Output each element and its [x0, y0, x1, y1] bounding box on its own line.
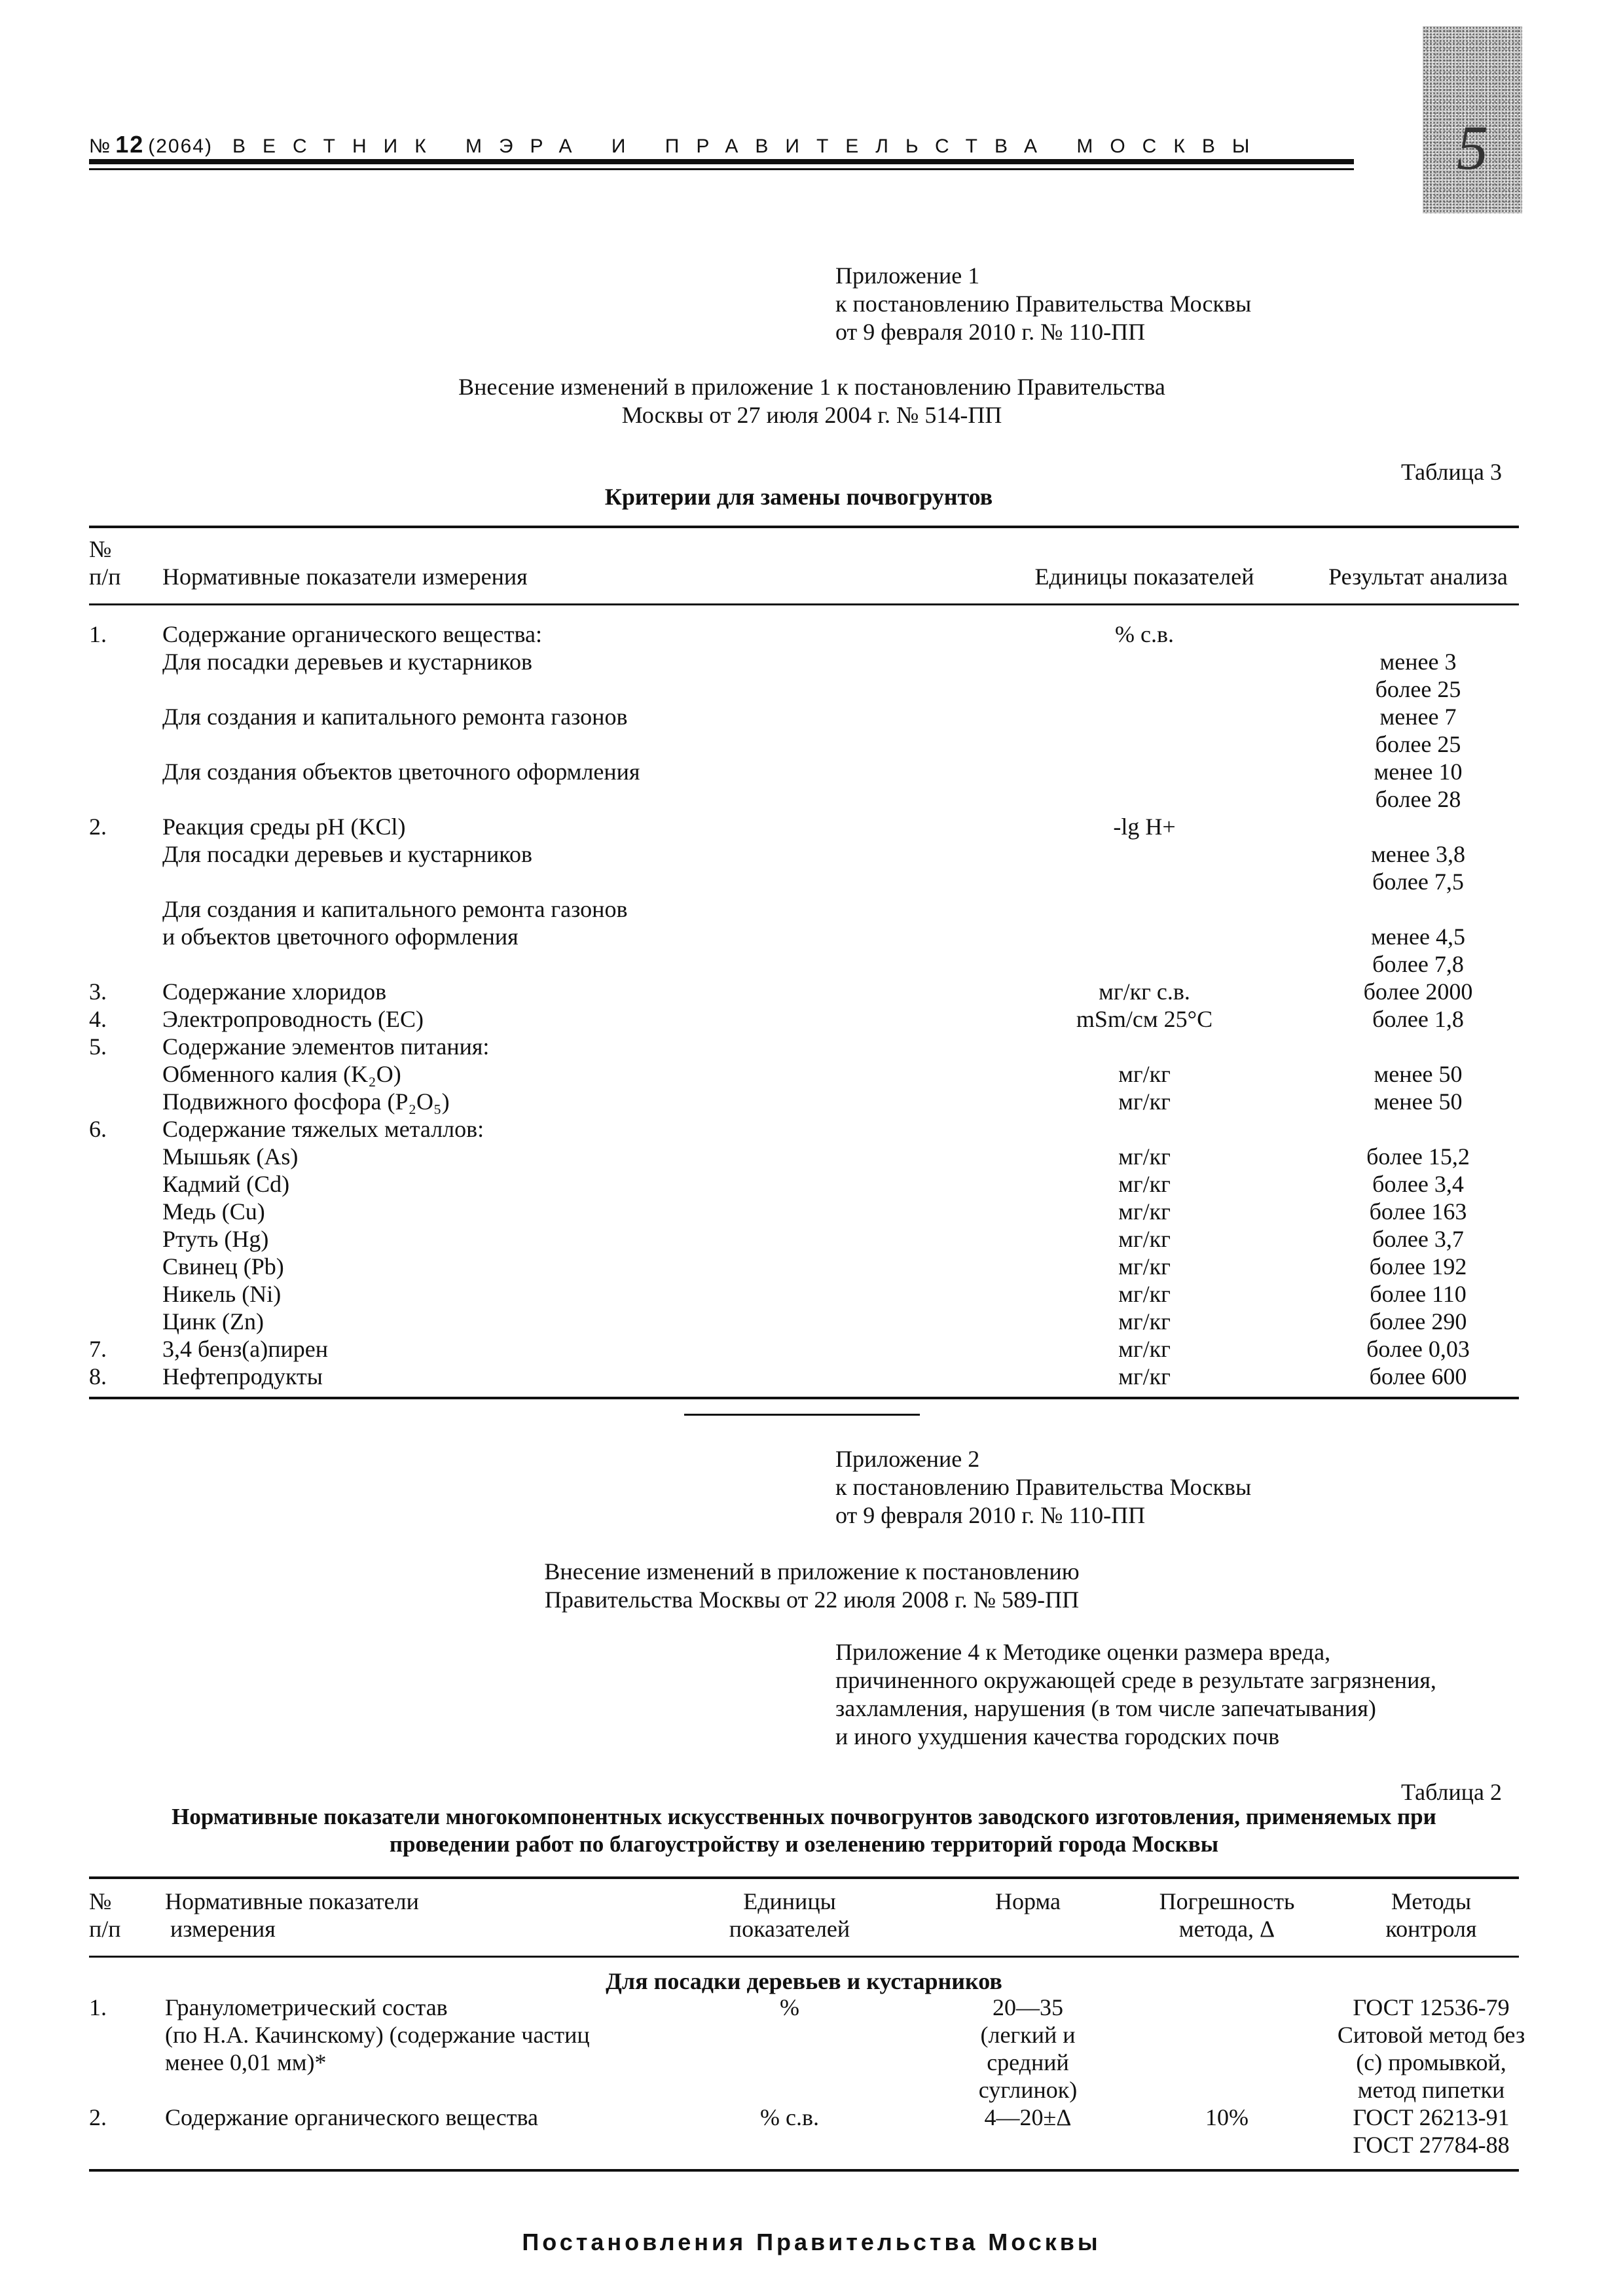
table-cell: Подвижного фосфора (P₂O₅) — [162, 1088, 450, 1115]
table-row — [89, 2131, 1519, 2159]
table-row — [89, 1088, 1519, 1115]
table-row — [89, 2049, 1519, 2076]
table-cell: Для создания и капитального ремонта газонов — [162, 896, 628, 922]
table-cell: Кадмий (Cd) — [162, 1171, 290, 1197]
table-row — [89, 1143, 1519, 1170]
table3-title: Критерии для замены почвогрунтов — [604, 484, 993, 510]
table-row — [89, 923, 1519, 950]
table-row — [89, 950, 1519, 978]
table2-header-rule — [89, 1956, 1519, 1958]
table-cell: ГОСТ 26213-91 — [1353, 2104, 1510, 2130]
table-row — [89, 675, 1519, 703]
table-cell: (с) промывкой, — [1356, 2049, 1506, 2075]
table-row — [89, 840, 1519, 868]
table-cell: более 0,03 — [1366, 1336, 1470, 1362]
table-cell: 5. — [89, 1033, 107, 1060]
appendix1-intro-line: Москвы от 27 июля 2004 г. № 514-ПП — [621, 402, 1002, 428]
appendix2-intro-line: Внесение изменений в приложение к постановлению — [544, 1558, 1080, 1585]
table-cell: 3,4 бенз(а)пирен — [162, 1336, 329, 1362]
table-row — [89, 1363, 1519, 1390]
col-num-bottom: п/п — [89, 564, 121, 590]
table-cell: Содержание тяжелых металлов: — [162, 1116, 484, 1142]
appendix1-intro-line: Внесение изменений в приложение 1 к постановлению Правительства — [458, 374, 1165, 400]
journal-header — [89, 131, 1266, 158]
table-cell: более 25 — [1375, 731, 1461, 757]
table-cell: 2. — [89, 814, 107, 840]
table-cell: 8. — [89, 1363, 107, 1390]
table-cell: 1. — [89, 621, 107, 647]
table-row — [89, 620, 1519, 648]
table2-body — [89, 1994, 1525, 2164]
sub-appendix-line: и иного ухудшения качества городских почв — [835, 1723, 1280, 1749]
table-cell: средний — [987, 2049, 1069, 2075]
table3-bottom-rule — [89, 1397, 1519, 1399]
table-row — [89, 868, 1519, 895]
table-cell: более 25 — [1375, 676, 1461, 702]
col-methods-header-2: контроля — [1385, 1916, 1477, 1942]
table-cell: % — [780, 1994, 799, 2020]
table-cell: -lg H+ — [1113, 814, 1176, 840]
table-row — [89, 758, 1519, 785]
table-cell: % с.в. — [760, 2104, 819, 2130]
table-row — [89, 2076, 1519, 2104]
col-name-header-2: измерения — [170, 1916, 276, 1942]
table3-body — [89, 620, 1519, 1393]
table-cell: менее 7 — [1379, 704, 1457, 730]
col-num-top: № — [89, 536, 112, 562]
table-cell: (по Н.А. Качинскому) (содержание частиц — [165, 2022, 590, 2048]
table-row — [89, 648, 1519, 675]
table-cell: более 3,7 — [1372, 1226, 1464, 1252]
col-unit-header: Единицы — [743, 1888, 836, 1914]
table2-section-title: Для посадки деревьев и кустарников — [606, 1968, 1002, 1994]
table-row — [89, 813, 1519, 840]
table-row — [89, 1280, 1519, 1308]
col-norm-header: Норма — [995, 1888, 1061, 1914]
table-cell: Для посадки деревьев и кустарников — [162, 649, 532, 675]
table-cell: менее 3,8 — [1371, 841, 1465, 867]
sub-appendix-line: захламления, нарушения (в том числе запечатывания) — [835, 1695, 1376, 1721]
page-footer: Постановления Правительства Москвы — [522, 2229, 1101, 2255]
table-cell: 4. — [89, 1006, 107, 1032]
appendix1-line: от 9 февраля 2010 г. № 110-ПП — [835, 319, 1146, 345]
table-row — [89, 1060, 1519, 1088]
table-row — [89, 1335, 1519, 1363]
table-cell: менее 0,01 мм)* — [165, 2049, 327, 2075]
table-cell: Цинк (Zn) — [162, 1308, 264, 1335]
table-cell: Содержание элементов питания: — [162, 1033, 490, 1060]
table-cell: метод пипетки — [1357, 2077, 1505, 2103]
table-row — [89, 730, 1519, 758]
table-cell: ГОСТ 27784-88 — [1353, 2132, 1510, 2158]
appendix2-line: Приложение 2 — [835, 1446, 980, 1472]
col-unit-header-2: показателей — [729, 1916, 850, 1942]
table-cell: 10% — [1205, 2104, 1249, 2130]
table-cell: Ртуть (Hg) — [162, 1226, 269, 1252]
table-cell: более 3,4 — [1372, 1171, 1464, 1197]
table-cell: Обменного калия (K₂O) — [162, 1061, 401, 1087]
col-name-header: Нормативные показатели измерения — [162, 564, 528, 590]
table-cell: Никель (Ni) — [162, 1281, 282, 1307]
table-cell: % с.в. — [1115, 621, 1174, 647]
table-cell: более 2000 — [1363, 978, 1473, 1005]
table-cell: более 600 — [1369, 1363, 1467, 1390]
table-row — [89, 1005, 1519, 1033]
table-cell: 2. — [89, 2104, 107, 2130]
sub-appendix — [835, 1638, 1436, 1751]
table-row — [89, 1225, 1519, 1253]
table-cell: 3. — [89, 978, 107, 1005]
table3-header — [89, 535, 1519, 594]
table-cell: 1. — [89, 1994, 107, 2020]
table-cell: менее 10 — [1374, 759, 1463, 785]
table3-top-rule — [89, 526, 1519, 528]
sub-appendix-line: Приложение 4 к Методике оценки размера вреда, — [835, 1639, 1331, 1665]
table2-title-line: Нормативные показатели многокомпонентных искусственных почвогрунтов заводского изготовления, применяемых при — [172, 1804, 1436, 1829]
table-cell: более 290 — [1369, 1308, 1467, 1335]
table-row — [89, 703, 1519, 730]
table-cell: Ситовой метод без — [1337, 2022, 1525, 2048]
table-cell: менее 3 — [1379, 649, 1457, 675]
table-cell: Для создания и капитального ремонта газонов — [162, 704, 628, 730]
table2-title — [89, 1803, 1519, 1858]
table-cell: более 15,2 — [1366, 1143, 1470, 1170]
table-cell: мг/кг — [1118, 1336, 1171, 1362]
table-cell: более 1,8 — [1372, 1006, 1464, 1032]
table-cell: 7. — [89, 1336, 107, 1362]
table-cell: и объектов цветочного оформления — [162, 924, 519, 950]
table-cell: Нефтепродукты — [162, 1363, 323, 1390]
table-cell: суглинок) — [978, 2077, 1078, 2103]
page-number: 5 — [1457, 113, 1488, 183]
table-cell: мг/кг — [1118, 1198, 1171, 1225]
appendix1-line: Приложение 1 — [835, 262, 980, 289]
table-cell: более 192 — [1369, 1253, 1467, 1280]
table2-label: Таблица 2 — [1401, 1779, 1502, 1805]
table-cell: Реакция среды pH (KCl) — [162, 814, 406, 840]
table-cell: мг/кг — [1118, 1308, 1171, 1335]
table-cell: Содержание органического вещества — [165, 2104, 538, 2130]
appendix1-heading — [835, 262, 1251, 346]
table-cell: более 7,5 — [1372, 869, 1464, 895]
table-cell: мг/кг — [1118, 1253, 1171, 1280]
table-cell: более 7,8 — [1372, 951, 1464, 977]
table-cell: менее 4,5 — [1371, 924, 1465, 950]
table-cell: мг/кг — [1118, 1281, 1171, 1307]
table-cell: Мышьяк (As) — [162, 1143, 299, 1170]
table-cell: мг/кг — [1118, 1171, 1171, 1197]
col-methods-header: Методы — [1391, 1888, 1472, 1914]
table-row — [89, 785, 1519, 813]
appendix2-intro-line: Правительства Москвы от 22 июля 2008 г. № 589-ПП — [544, 1587, 1080, 1613]
col-result-header: Результат анализа — [1328, 564, 1508, 590]
table-row — [89, 1170, 1519, 1198]
appendix2-line: к постановлению Правительства Москвы — [835, 1474, 1252, 1500]
col-error-header-2: метода, Δ — [1178, 1916, 1275, 1942]
table-cell: ГОСТ 12536-79 — [1353, 1994, 1510, 2020]
table-row — [89, 1994, 1519, 2021]
table-cell: Содержание органического вещества: — [162, 621, 542, 647]
header-rule-thick — [89, 159, 1354, 164]
col-num-header-2: п/п — [89, 1916, 121, 1942]
table-cell: более 163 — [1369, 1198, 1467, 1225]
table-row — [89, 895, 1519, 923]
table-cell: Для посадки деревьев и кустарников — [162, 841, 532, 867]
table2-bottom-rule — [89, 2169, 1519, 2172]
table-cell: мг/кг с.в. — [1099, 978, 1190, 1005]
table-cell: Медь (Cu) — [162, 1198, 265, 1225]
col-unit-header: Единицы показателей — [1034, 564, 1254, 590]
table-row — [89, 1198, 1519, 1225]
journal-title: ВЕСТНИК МЭРА И ПРАВИТЕЛЬСТВА МОСКВЫ — [232, 135, 1267, 157]
appendix1-line: к постановлению Правительства Москвы — [835, 291, 1252, 317]
col-name-header: Нормативные показатели — [165, 1888, 419, 1914]
table-cell: Для создания объектов цветочного оформления — [162, 759, 640, 785]
table-cell: менее 50 — [1374, 1088, 1463, 1115]
table-cell: мг/кг — [1118, 1226, 1171, 1252]
number-sign: № — [89, 135, 112, 157]
table-row — [89, 1115, 1519, 1143]
col-error-header: Погрешность — [1159, 1888, 1295, 1914]
table-cell: мг/кг — [1118, 1363, 1171, 1390]
sub-appendix-line: причиненного окружающей среде в результате загрязнения, — [835, 1667, 1436, 1693]
table3-header-rule — [89, 603, 1519, 605]
table-cell: менее 50 — [1374, 1061, 1463, 1087]
table-cell: 6. — [89, 1116, 107, 1142]
appendix2-heading — [835, 1445, 1251, 1530]
table-row — [89, 1308, 1519, 1335]
table-row — [89, 2104, 1519, 2131]
table3-label: Таблица 3 — [1401, 459, 1502, 485]
appendix2-intro — [157, 1558, 1467, 1614]
appendix1-intro — [157, 373, 1467, 429]
table-cell: Гранулометрический состав — [165, 1994, 448, 2020]
table-cell: более 110 — [1370, 1281, 1467, 1307]
table-cell: 20—35 — [993, 1994, 1063, 2020]
table-cell: мг/кг — [1118, 1143, 1171, 1170]
appendix2-line: от 9 февраля 2010 г. № 110-ПП — [835, 1502, 1146, 1528]
table-cell: более 28 — [1375, 786, 1461, 812]
table-row — [89, 1033, 1519, 1060]
table-cell: Содержание хлоридов — [162, 978, 387, 1005]
col-num-header: № — [89, 1888, 112, 1914]
table-cell: мг/кг — [1118, 1061, 1171, 1087]
table2-title-line: проведении работ по благоустройству и озеленению территорий города Москвы — [389, 1831, 1219, 1857]
table-row — [89, 2021, 1525, 2049]
table-cell: 4—20±Δ — [984, 2104, 1072, 2130]
table-cell: mSm/см 25°C — [1076, 1006, 1213, 1032]
table2-top-rule — [89, 1876, 1519, 1879]
table-cell: Электропроводность (EC) — [162, 1006, 424, 1032]
table-cell: Свинец (Pb) — [162, 1253, 284, 1280]
issue-total: (2064) — [148, 135, 213, 157]
table2-header — [89, 1888, 1519, 1946]
issue-number: 12 — [115, 131, 145, 158]
header-rule-thin — [89, 168, 1354, 170]
section-divider — [684, 1414, 920, 1416]
table-row — [89, 978, 1519, 1005]
table-row — [89, 1253, 1519, 1280]
table-cell: (легкий и — [980, 2022, 1076, 2048]
table-cell: мг/кг — [1118, 1088, 1171, 1115]
